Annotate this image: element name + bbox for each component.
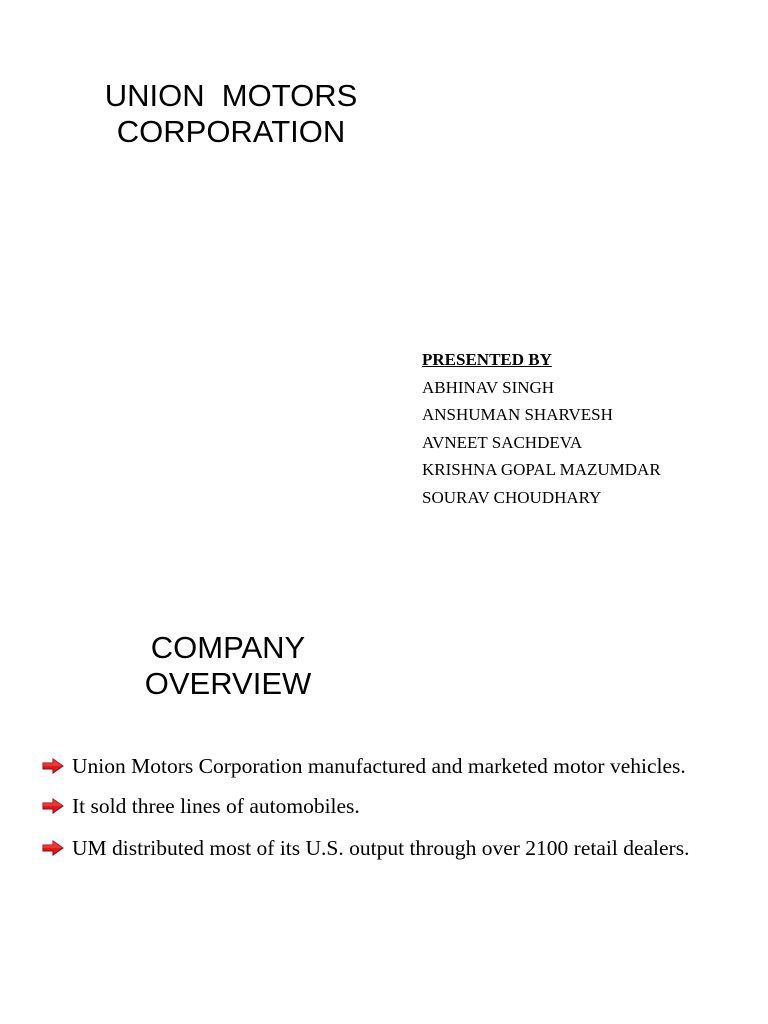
presenter-name: ABHINAV SINGH — [422, 377, 555, 397]
company-title-line1: UNION MOTORS — [104, 78, 358, 113]
bullet-text: Union Motors Corporation manufactured and marketed motor vehicles. — [72, 754, 686, 778]
company-title — [60, 78, 402, 150]
presenter-name: KRISHNA GOPAL MAZUMDAR — [422, 460, 661, 480]
overview-title — [110, 630, 346, 702]
presenter-name: AVNEET SACHDEVA — [422, 432, 583, 452]
presenter-name: ANSHUMAN SHARVESH — [422, 405, 613, 425]
overview-bullet-list — [42, 751, 702, 873]
overview-title-line1: COMPANY — [150, 630, 306, 665]
list-item — [42, 833, 702, 863]
presenter-name: SOURAV CHOUDHARY — [422, 487, 602, 507]
red-arrow-icon — [42, 798, 64, 814]
presented-by-heading: PRESENTED BY — [422, 350, 552, 369]
list-item — [42, 791, 702, 821]
presenters-block — [422, 346, 661, 512]
red-arrow-icon — [42, 840, 64, 856]
bullet-text: UM distributed most of its U.S. output through over 2100 retail dealers. — [72, 836, 690, 860]
red-arrow-icon — [42, 758, 64, 774]
bullet-text: It sold three lines of automobiles. — [72, 794, 360, 818]
list-item — [42, 751, 702, 781]
company-title-line2: CORPORATION — [116, 114, 346, 149]
overview-title-line2: OVERVIEW — [144, 666, 312, 701]
